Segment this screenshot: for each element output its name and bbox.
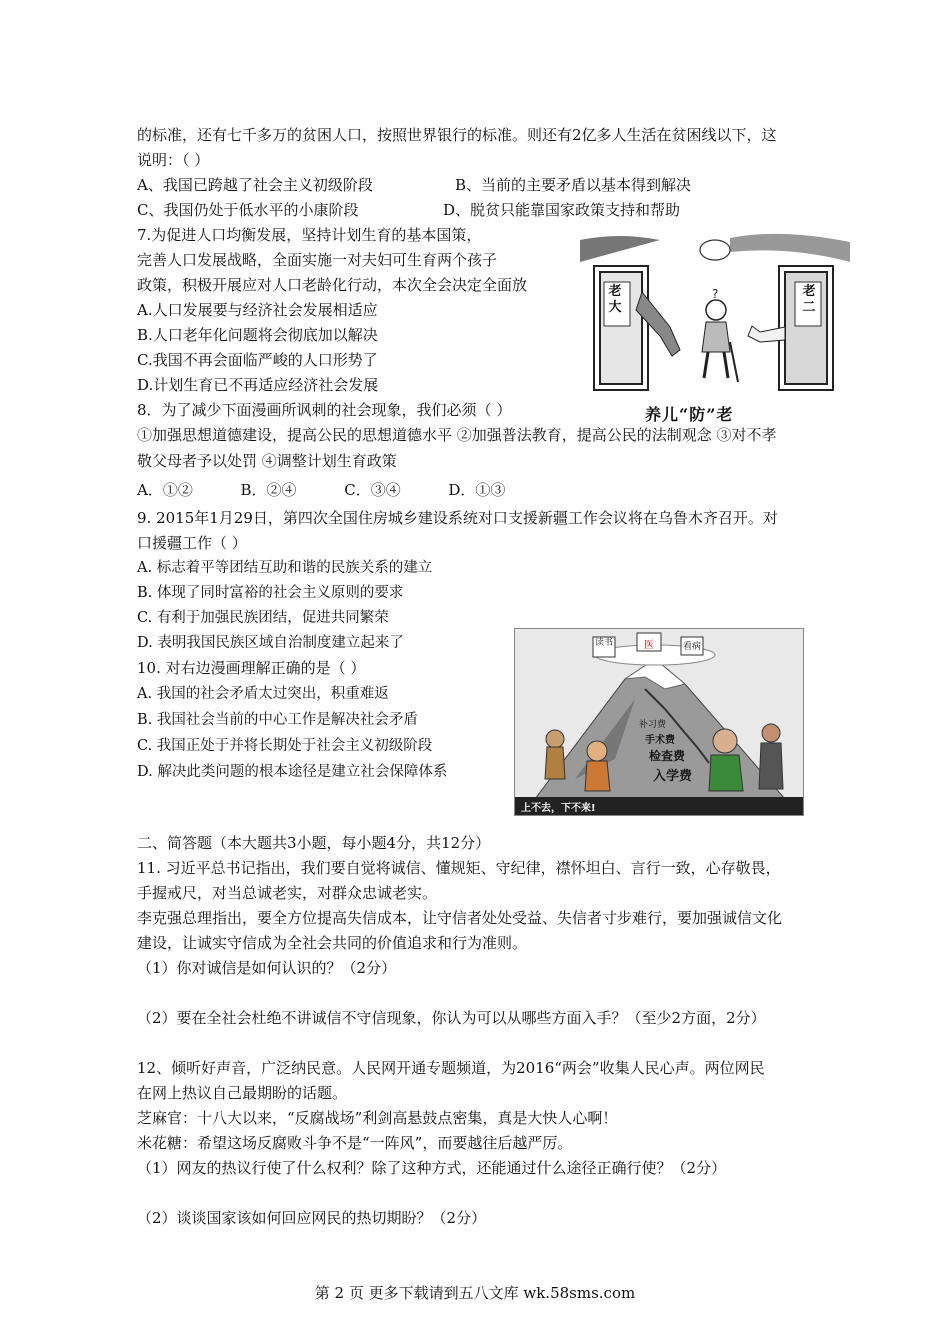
- option-b: B.人口老年化问题将会彻底加以解决: [137, 326, 378, 344]
- text-line: 手握戒尺，对当总诚老实，对群众忠诚老实。: [137, 884, 438, 902]
- option-d: D. 表明我国民族区域自治制度建立起来了: [137, 635, 404, 651]
- text-line: 芝麻官：十八大以来，“反腐战场”利剑高悬鼓点密集，真是大快人心啊！: [137, 1109, 618, 1127]
- option-c: C、我国仍处于低水平的小康阶段: [137, 201, 359, 219]
- option-c: C.我国不再会面临严峻的人口形势了: [137, 351, 378, 369]
- svg-text:?: ?: [712, 287, 719, 301]
- text-line: 建设，让诚实守信成为全社会共同的价值追求和行为准则。: [137, 934, 528, 952]
- question-7: 7.为促进人口均衡发展，坚持计划生育的基本国策，: [137, 226, 482, 244]
- text-line: 政策，积极开展应对人口老龄化行动，本次全会决定全面放: [137, 276, 528, 294]
- sub-question: （1）你对诚信是如何认识的？（2分）: [137, 959, 397, 977]
- question-9: 9. 2015年1月29日，第四次全国住房城乡建设系统对口支援新疆工作会议将在乌鲁木齐召开。对: [137, 509, 778, 527]
- sign-doctor: 看病: [682, 642, 701, 652]
- sign-reading: 读书: [595, 638, 614, 648]
- sign-hospital: 医: [644, 640, 654, 651]
- section-heading: 二、简答题（本大题共3小题，每小题4分，共12分）: [137, 834, 491, 852]
- cartoon-bottom-text: 上不去，下不来!: [521, 803, 596, 814]
- page-footer: 第 2 页 更多下载请到五八文库 wk.58sms.com: [314, 1284, 636, 1302]
- option-a: A、我国已跨越了社会主义初级阶段: [137, 176, 373, 194]
- step-label: 补习费: [639, 720, 667, 730]
- cartoon-elderly-care: [580, 232, 850, 404]
- option-c: C. 有利于加强民族团结，促进共同繁荣: [137, 610, 389, 626]
- option-d: D.计划生育已不再适应经济社会发展: [137, 376, 379, 394]
- option-b: B. 体现了同时富裕的社会主义原则的要求: [137, 585, 404, 601]
- option-a: A. 标志着平等团结互助和谐的民族关系的建立: [137, 560, 433, 576]
- option-a: A.人口发展要与经济社会发展相适应: [137, 301, 378, 319]
- question-11: 11. 习近平总书记指出，我们要自觉将诚信、懂规矩、守纪律，襟怀坦白、言行一致，心存敬畏，: [137, 859, 781, 877]
- text-line: 李克强总理指出，要全方位提高失信成本，让守信者处处受益、失信者寸步难行，要加强诚信文化: [137, 909, 783, 927]
- step-label: 手术费: [645, 735, 675, 746]
- option-d: D. 解决此类问题的根本途径是建立社会保障体系: [137, 764, 448, 780]
- question-12: 12、倾听好声音，广泛纳民意。人民网开通专题频道，为2016“两会”收集人民心声。两位网民: [137, 1059, 765, 1077]
- option-c: C. 我国正处于并将长期处于社会主义初级阶段: [137, 738, 433, 754]
- text-line: 完善人口发展战略，全面实施一对夫妇可生育两个孩子: [137, 251, 498, 269]
- question-8-options: A．①② B．②④ C．③④ D．①③: [137, 481, 506, 499]
- option-a: A. 我国的社会矛盾太过突出，积重难返: [137, 686, 389, 702]
- text-line: 口援疆工作（ ）: [137, 534, 247, 552]
- question-10: 10. 对右边漫画理解正确的是（ ）: [137, 659, 366, 677]
- cartoon-elderly-care-drawing: [580, 232, 850, 404]
- option-b: B. 我国社会当前的中心工作是解决社会矛盾: [137, 712, 418, 728]
- option-b: B、当前的主要矛盾以基本得到解决: [455, 176, 692, 194]
- door-label-left: 老大: [608, 284, 622, 315]
- sub-question: （2）要在全社会杜绝不讲诚信不守信现象，你认为可以从哪些方面入手？（至少2方面，2分）: [137, 1009, 766, 1027]
- step-label: 入学费: [653, 769, 693, 784]
- text-line: 在网上热议自己最期盼的话题。: [137, 1084, 348, 1102]
- door-label-right: 老二: [802, 284, 816, 315]
- option-d: D、脱贫只能靠国家政策支持和帮助: [443, 201, 681, 219]
- cartoon-caption: 养儿“防”老: [645, 405, 734, 424]
- text-line: 说明：（ ）: [137, 151, 210, 169]
- sub-question: （1）网友的热议行使了什么权利？除了这种方式，还能通过什么途径正确行使？（2分）: [137, 1159, 727, 1177]
- text-line: 敬父母者予以处罚 ④调整计划生育政策: [137, 452, 397, 470]
- text-line: 米花糖：希望这场反腐败斗争不是“一阵风”，而要越往后越严厉。: [137, 1134, 573, 1152]
- text-line: 的标准，还有七千多万的贫困人口，按照世界银行的标准。则还有2亿多人生活在贫困线以下，这: [137, 126, 777, 144]
- cartoon-mountain: [514, 628, 804, 816]
- step-label: 检查费: [649, 749, 686, 763]
- sub-question: （2）谈谈国家该如何回应网民的热切期盼？（2分）: [137, 1209, 487, 1227]
- question-8: 8．为了减少下面漫画所讽刺的社会现象，我们必须（ ）: [137, 401, 512, 419]
- text-line: ①加强思想道德建设，提高公民的思想道德水平 ②加强普法教育，提高公民的法制观念 ③对不孝: [137, 426, 777, 444]
